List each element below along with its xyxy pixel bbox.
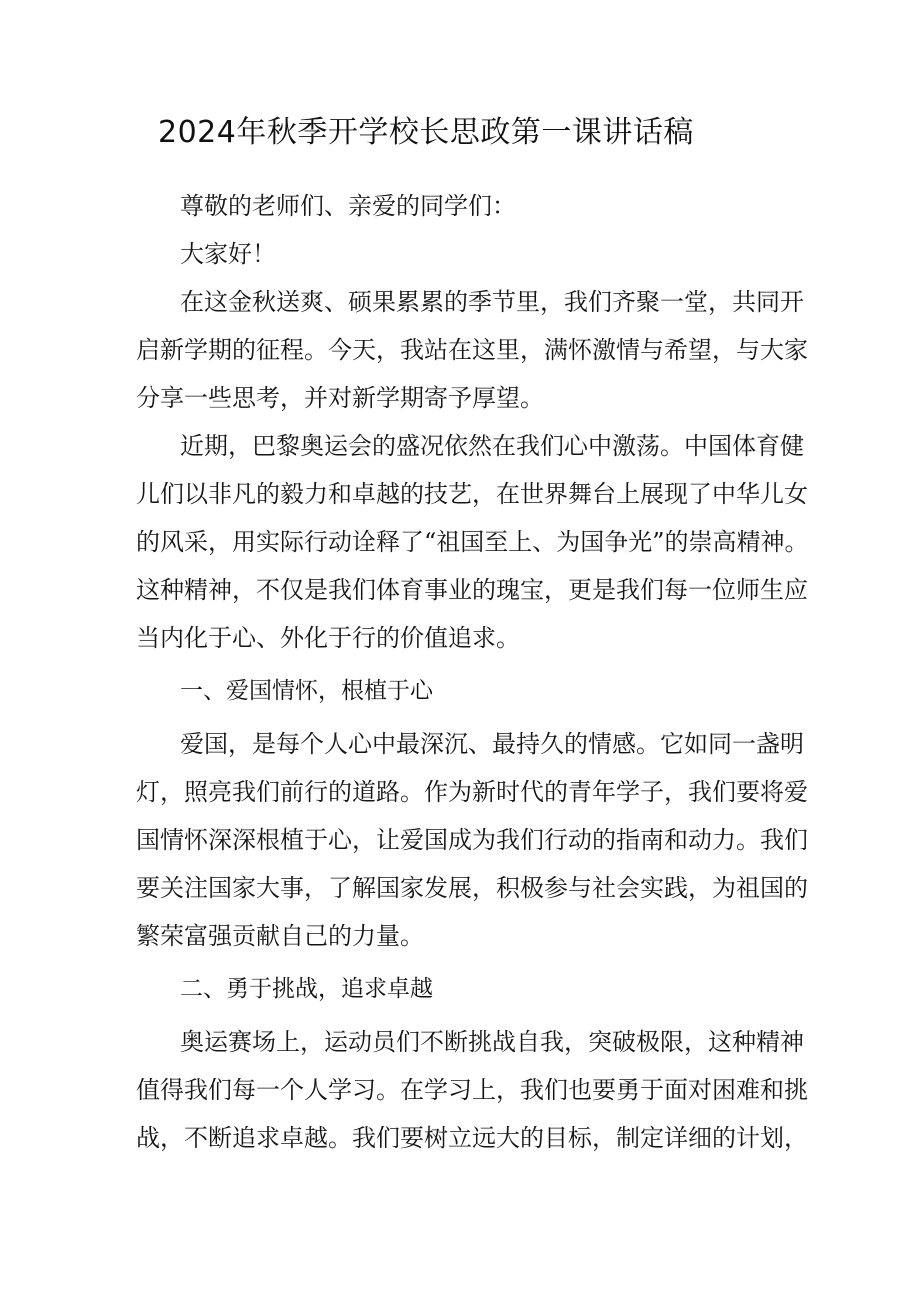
section-heading: 一、爱国情怀，根植于心 <box>180 678 433 704</box>
paragraph-line: 在这金秋送爽、硕果累累的季节里，我们齐聚一堂，共同开 <box>180 288 804 316</box>
paragraph-line: 国情怀深深根植于心，让爱国成为我们行动的指南和动力。我们 <box>136 826 808 854</box>
paragraph-line: 奥运赛场上，运动员们不断挑战自我，突破极限，这种精神 <box>180 1028 804 1056</box>
paragraph-line: 分享一些思考，并对新学期寄予厚望。 <box>136 384 544 412</box>
paragraph-line: 爱国，是每个人心中最深沉、最持久的情感。它如同一盏明 <box>180 730 804 758</box>
document-title: 2024年秋季开学校长思政第一课讲话稿 <box>158 115 694 150</box>
paragraph-line: 儿们以非凡的毅力和卓越的技艺，在世界舞台上展现了中华儿女 <box>136 480 808 508</box>
greeting: 大家好！ <box>180 240 276 268</box>
paragraph-line: 要关注国家大事，了解国家发展，积极参与社会实践，为祖国的 <box>136 874 808 902</box>
paragraph-line: 近期，巴黎奥运会的盛况依然在我们心中激荡。中国体育健 <box>180 432 804 460</box>
paragraph-line: 繁荣富强贡献自己的力量。 <box>136 922 424 950</box>
paragraph-line: 值得我们每一个人学习。在学习上，我们也要勇于面对困难和挑 <box>136 1076 808 1104</box>
document-body <box>136 182 809 1162</box>
paragraph-line: 启新学期的征程。今天，我站在这里，满怀激情与希望，与大家 <box>136 336 808 364</box>
paragraph-line: 战，不断追求卓越。我们要树立远大的目标，制定详细的计划， <box>136 1124 808 1152</box>
salutation: 尊敬的老师们、亲爱的同学们： <box>180 192 516 220</box>
paragraph-line: 这种精神，不仅是我们体育事业的瑰宝，更是我们每一位师生应 <box>136 576 808 604</box>
paragraph-line: 灯，照亮我们前行的道路。作为新时代的青年学子，我们要将爱 <box>136 778 808 806</box>
paragraph-line: 当内化于心、外化于行的价值追求。 <box>136 624 520 652</box>
section-heading: 二、勇于挑战，追求卓越 <box>180 976 433 1002</box>
paragraph-line: 的风采，用实际行动诠释了“祖国至上、为国争光”的崇高精神。 <box>136 528 809 556</box>
